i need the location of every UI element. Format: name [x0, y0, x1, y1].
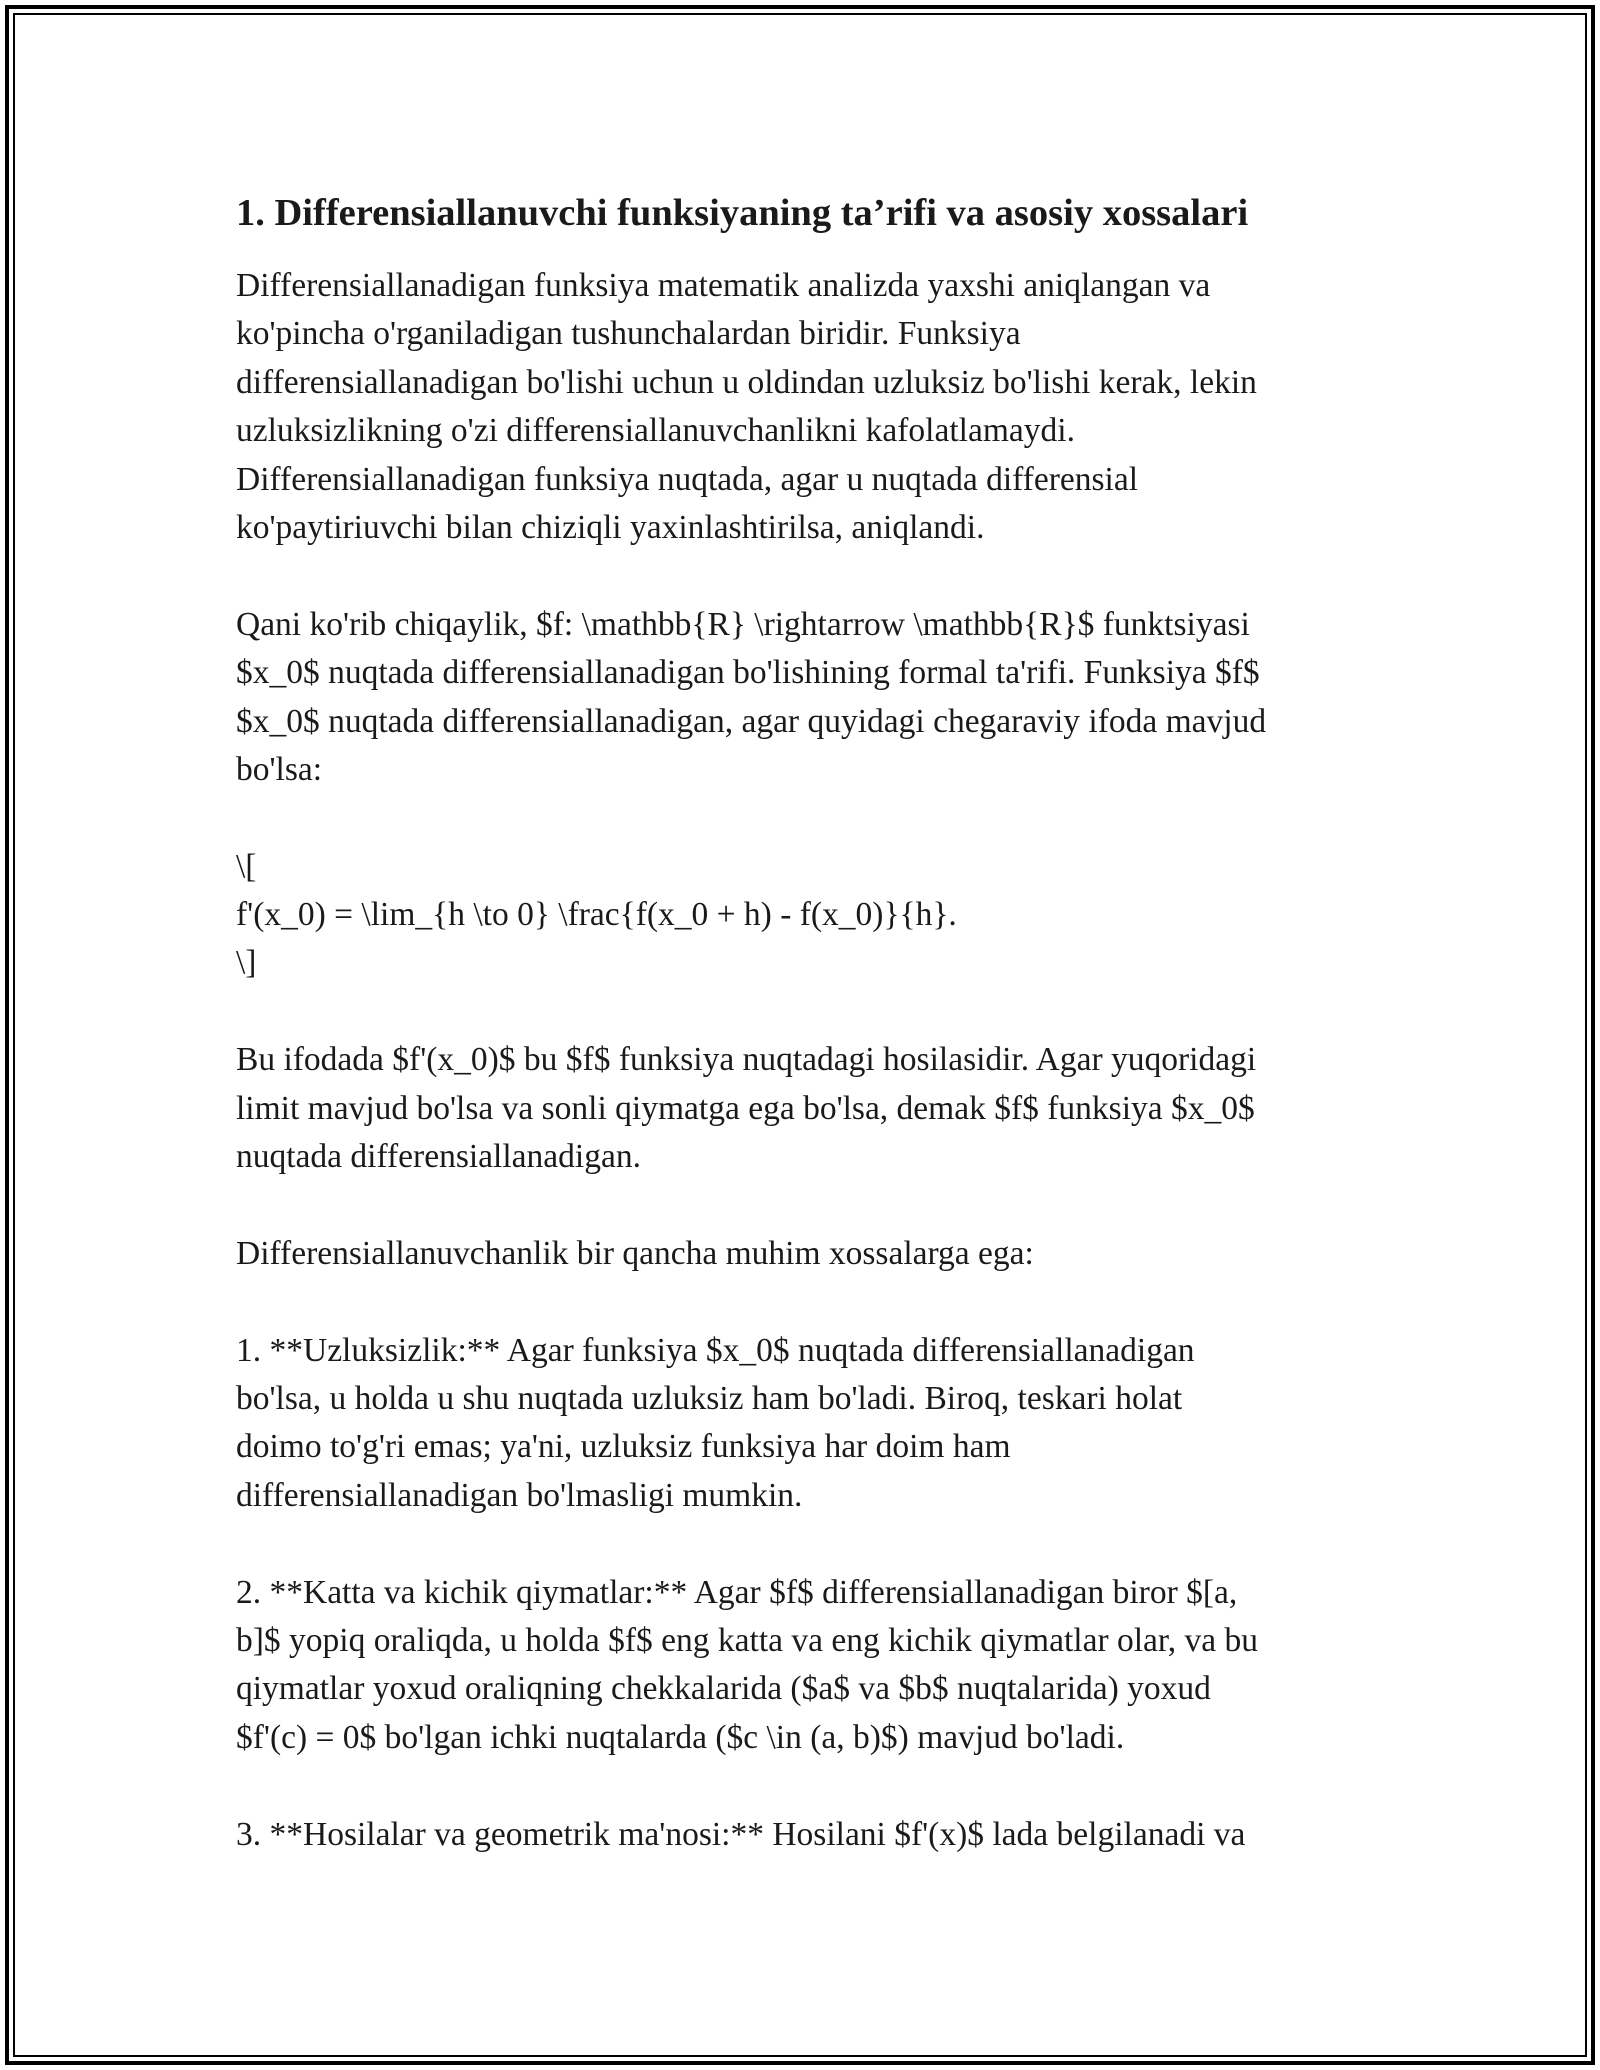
- text-line: b]$ yopiq oraliqda, u holda $f$ eng katta va eng kichik qiymatlar olar, va bu: [236, 1621, 1258, 1659]
- text-line: \]: [236, 944, 257, 982]
- text-line: ko'pincha o'rganiladigan tushunchalardan biridir. Funksiya: [236, 315, 1021, 353]
- text-line: $x_0$ nuqtada differensiallanadigan, agar quyidagi chegaraviy ifoda mavjud: [236, 702, 1267, 740]
- blank-line: [236, 1762, 1376, 1810]
- blank-line: [236, 1181, 1376, 1229]
- text-line: bo'lsa, u holda u shu nuqtada uzluksiz ham bo'ladi. Biroq, teskari holat: [236, 1379, 1183, 1417]
- text-line: qiymatlar yoxud oraliqning chekkalarida ($a$ va $b$ nuqtalarida) yoxud: [236, 1670, 1211, 1708]
- text-line: \[: [236, 847, 257, 885]
- text-line: limit mavjud bo'lsa va sonli qiymatga ega bo'lsa, demak $f$ funksiya $x_0$: [236, 1089, 1255, 1127]
- document-body: [236, 186, 1376, 1859]
- text-line: Bu ifodada $f'(x_0)$ bu $f$ funksiya nuqtadagi hosilasidir. Agar yuqoridagi: [236, 1041, 1257, 1079]
- section-heading: 1. Differensiallanuvchi funksiyaning ta’rifi va asosiy xossalari: [236, 192, 1249, 234]
- text-line: bo'lsa:: [236, 750, 323, 788]
- blank-line: [236, 1520, 1376, 1568]
- blank-line: [236, 552, 1376, 600]
- text-line: uzluksizlikning o'zi differensiallanuvchanlikni kafolatlamaydi.: [236, 412, 1075, 450]
- text-line: $f'(c) = 0$ bo'lgan ichki nuqtalarda ($c \in (a, b)$) mavjud bo'ladi.: [236, 1718, 1125, 1756]
- blank-line: [236, 794, 1376, 842]
- body-text: [236, 262, 1376, 1859]
- text-line: ko'paytiriuvchi bilan chiziqli yaxinlashtirilsa, aniqlandi.: [236, 508, 985, 546]
- text-line: 1. **Uzluksizlik:** Agar funksiya $x_0$ nuqtada differensiallanadigan: [236, 1331, 1195, 1369]
- text-line: $x_0$ nuqtada differensiallanadigan bo'lishining formal ta'rifi. Funksiya $f$: [236, 654, 1260, 692]
- text-line: Differensiallanuvchanlik bir qancha muhim xossalarga ega:: [236, 1234, 1034, 1272]
- text-line: f'(x_0) = \lim_{h \to 0} \frac{f(x_0 + h) - f(x_0)}{h}.: [236, 896, 957, 934]
- text-line: 2. **Katta va kichik qiymatlar:** Agar $f$ differensiallanadigan biror $[a,: [236, 1573, 1238, 1611]
- text-line: nuqtada differensiallanadigan.: [236, 1138, 641, 1176]
- blank-line: [236, 988, 1376, 1036]
- blank-line: [236, 1278, 1376, 1326]
- text-line: Differensiallanadigan funksiya nuqtada, agar u nuqtada differensial: [236, 460, 1138, 498]
- text-line: doimo to'g'ri emas; ya'ni, uzluksiz funksiya har doim ham: [236, 1428, 1011, 1466]
- text-line: Qani ko'rib chiqaylik, $f: \mathbb{R} \rightarrow \mathbb{R}$ funktsiyasi: [236, 605, 1250, 643]
- text-line: Differensiallanadigan funksiya matematik analizda yaxshi aniqlangan va: [236, 267, 1211, 304]
- text-line: differensiallanadigan bo'lmasligi mumkin.: [236, 1476, 803, 1514]
- text-line: 3. **Hosilalar va geometrik ma'nosi:** Hosilani $f'(x)$ lada belgilanadi va: [236, 1815, 1246, 1853]
- text-line: differensiallanadigan bo'lishi uchun u oldindan uzluksiz bo'lishi kerak, lekin: [236, 363, 1257, 401]
